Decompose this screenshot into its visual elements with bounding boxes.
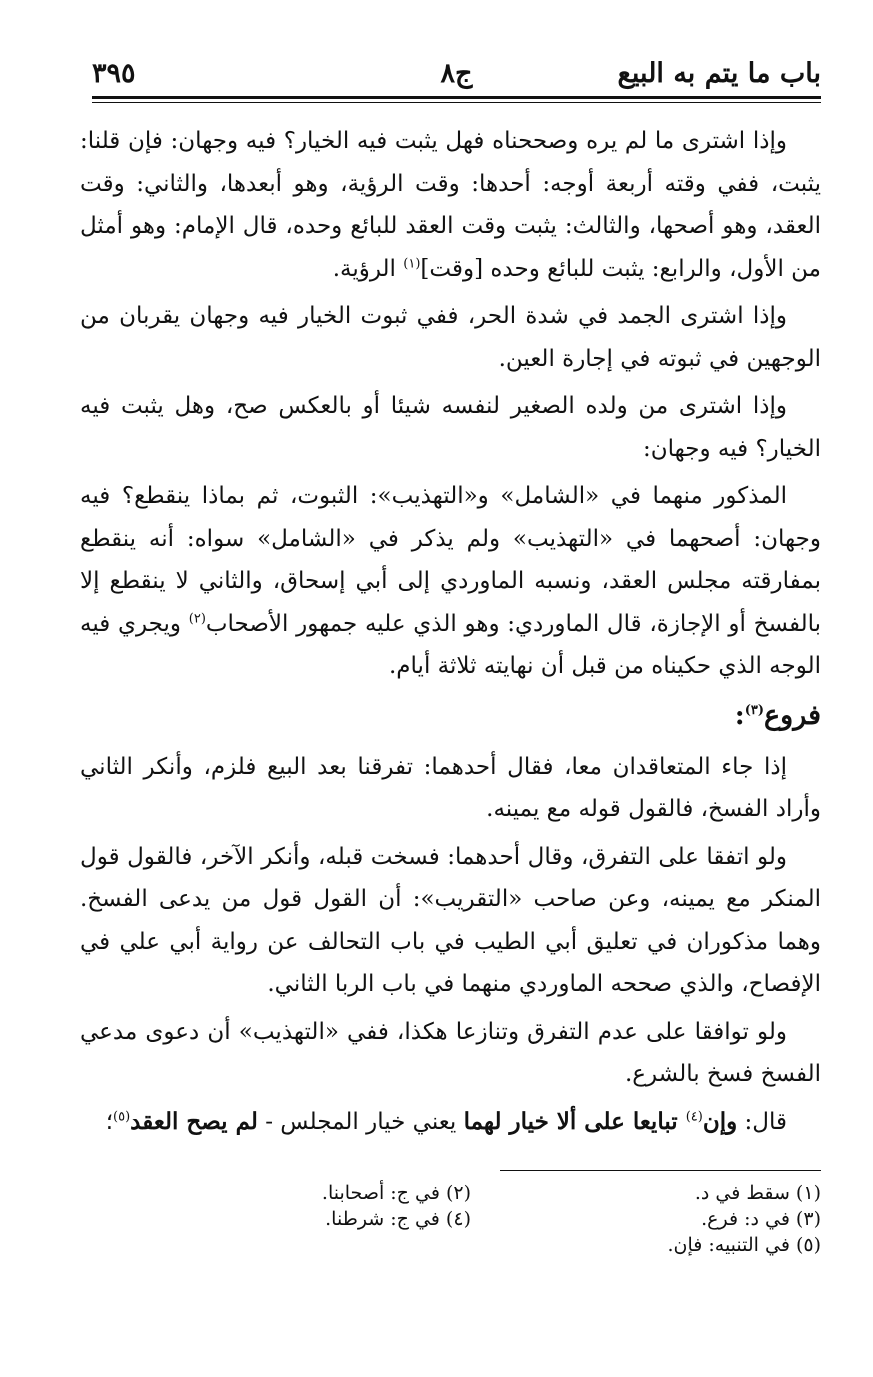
paragraph: قال: وإن$^{(٤)}$ تبايعا على ألا خيار لهما يعني خيار المجلس - لم يصح العقد$^{(٥)}$؛ (105, 1107, 787, 1135)
page-number: ٣٩٥ (92, 58, 136, 89)
paragraph: إذا جاء المتعاقدان معا، فقال أحدهما: تفرقنا بعد البيع فلزم، وأنكر الثاني وأراد الفسخ، فالقول قوله مع يمينه. (80, 753, 821, 822)
header-rule-thick (92, 96, 821, 99)
footnote-row (80, 1180, 821, 1206)
page-header (92, 52, 821, 96)
footnotes (80, 1180, 821, 1258)
paragraph: وإذا اشترى من ولده الصغير لنفسه شيئا أو بالعكس صح، وهل يثبت فيه الخيار؟ فيه وجهان: (80, 393, 821, 462)
volume-number: ج٨ (440, 58, 473, 89)
footnote-row (80, 1232, 821, 1258)
footnote: (٤) في ج: شرطنا. (325, 1208, 471, 1230)
main-text (80, 120, 821, 1148)
footnote-rule (500, 1170, 821, 1171)
paragraph: المذكور منهما في «الشامل» و«التهذيب»: الثبوت، ثم بماذا ينقطع؟ فيه وجهان: أصحهما في «التهذيب» ولم يذكر في «الشامل» سواه: أنه ينقطع بمفارقته مجلس العقد، ونسبه الماوردي إلى أبي إسحاق، والثاني لا ينقطع إلا بالفسخ أو الإجازة، قال الماوردي: وهو الذي عليه جمهور الأصحاب$^{(٢)}$ ويجري فيه الوجه الذي حكيناه من قبل أن نهايته ثلاثة أيام. (80, 483, 822, 679)
footnote-marker: (٥) (113, 1108, 131, 1124)
footnote: (٥) في التنبيه: فإن. (667, 1234, 821, 1256)
paragraph: وإذا اشترى ما لم يره وصححناه فهل يثبت فيه الخيار؟ فيه وجهان: فإن قلنا: يثبت، ففي وقته أربعة أوجه: أحدها: وقت الرؤية، وهو أبعدها، والثاني: وقت العقد، وهو أصحها، والثالث: يثبت وقت العقد للبائع وحده، قال الإمام: وهو أمثل من الأول، والرابع: يثبت للبائع وحده [وقت]$^{(١)}$ الرؤية. (80, 128, 821, 282)
paragraph: ولو توافقا على عدم التفرق وتنازعا هكذا، ففي «التهذيب» أن دعوى مدعي الفسخ فسخ بالشرع. (80, 1018, 821, 1087)
footnote-marker: (٤) (685, 1108, 703, 1124)
footnote-marker: (٣) (744, 702, 765, 718)
footnote-row (80, 1206, 821, 1232)
section-heading: فروع$^{(٣)}$: (734, 699, 821, 731)
footnote-marker: (٢) (188, 610, 206, 626)
chapter-title: باب ما يتم به البيع (617, 58, 821, 89)
header-rule-thin (92, 102, 821, 103)
footnote: (١) سقط في د. (694, 1182, 821, 1204)
paragraph: ولو اتفقا على التفرق، وقال أحدهما: فسخت قبله، وأنكر الآخر، فالقول قول المنكر مع يمينه، وعن صاحب «التقريب»: أن القول قول من يدعى الفسخ. وهما مذكوران في تعليق أبي الطيب في باب التحالف عن رواية أبي علي في الإفصاح، والذي صححه الماوردي منهما في باب الربا الثاني. (80, 843, 821, 997)
footnote: (٣) في د: فرع. (701, 1208, 821, 1230)
footnote-marker: (١) (403, 255, 421, 271)
paragraph: وإذا اشترى الجمد في شدة الحر، ففي ثبوت الخيار فيه وجهان يقربان من الوجهين في ثبوته في إجارة العين. (80, 303, 821, 372)
footnote: (٢) في ج: أصحابنا. (321, 1182, 471, 1204)
